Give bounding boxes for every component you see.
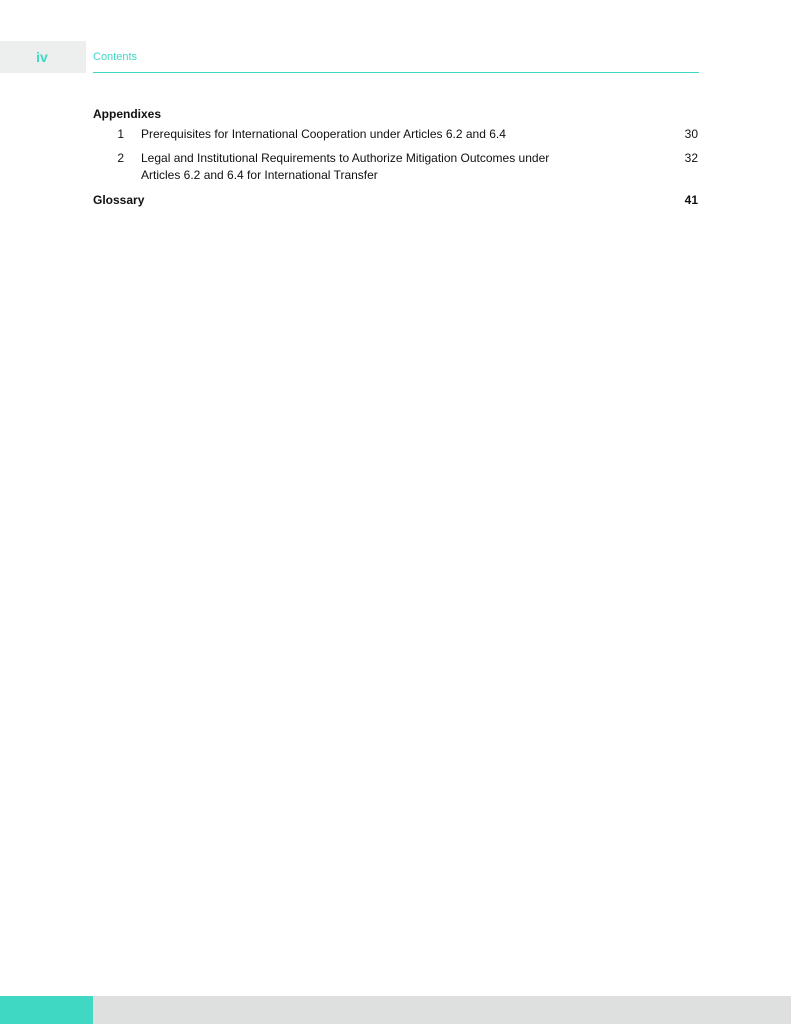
- footer-bar: [0, 996, 791, 1024]
- toc-entry-title: Prerequisites for International Cooperation under Articles 6.2 and 6.4: [141, 127, 506, 141]
- toc-entry-title: Legal and Institutional Requirements to Authorize Mitigation Outcomes under Articles 6.2 and 6.4 for International Transfer: [141, 151, 550, 182]
- glossary-page: 41: [684, 193, 698, 207]
- page-number: iv: [36, 49, 48, 65]
- table-of-contents: [93, 107, 699, 208]
- toc-entry-number: 1: [117, 127, 124, 141]
- footer-accent-block: [0, 996, 93, 1024]
- toc-entry-glossary[interactable]: [93, 193, 699, 208]
- glossary-label: Glossary: [93, 193, 145, 207]
- toc-entry-page: 30: [684, 127, 698, 141]
- toc-entry-number: 2: [117, 151, 124, 165]
- toc-entry-page: 32: [684, 151, 698, 165]
- toc-entry-appendix-1[interactable]: [93, 126, 699, 143]
- appendixes-heading: Appendixes: [93, 107, 162, 121]
- running-head: Contents: [93, 51, 138, 63]
- header-divider: [93, 72, 699, 73]
- toc-entry-appendix-2[interactable]: [93, 150, 699, 184]
